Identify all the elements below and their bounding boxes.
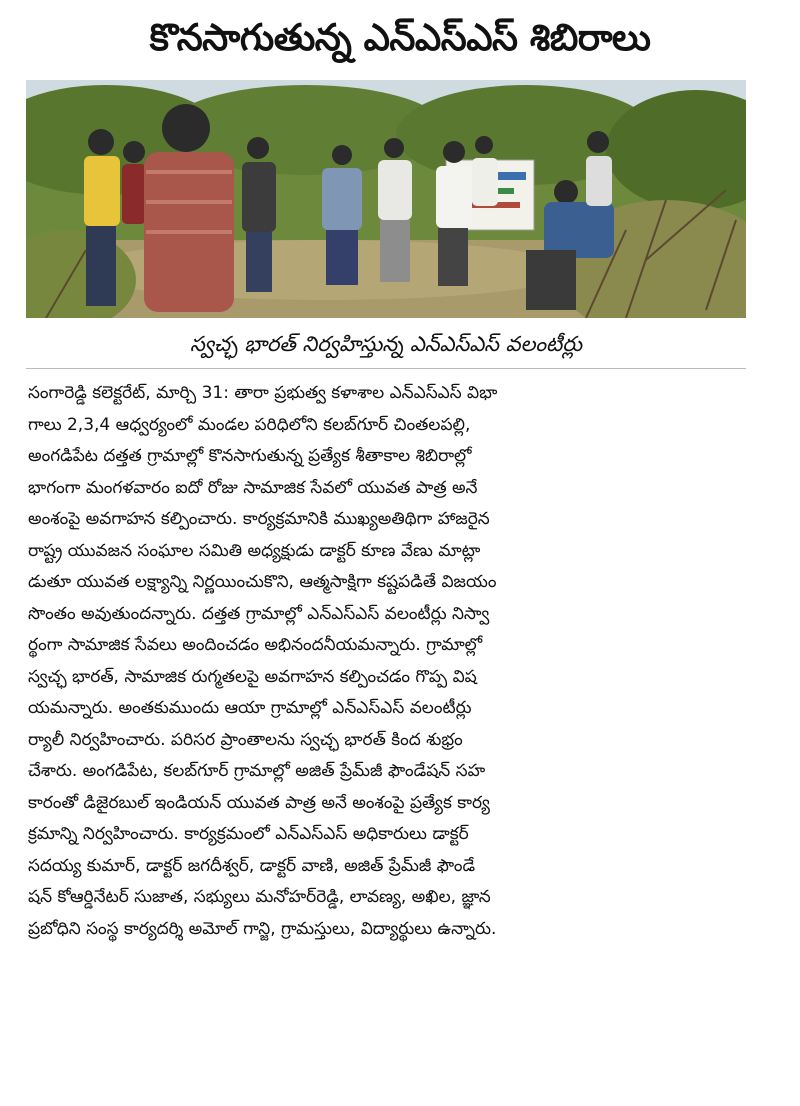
body-line: అంగడిపేట దత్తత గ్రామాల్లో కొనసాగుతున్న ప్రత్యేక శీతాకాల శిబిరాల్లో <box>28 446 472 466</box>
body-line: చేశారు. అంగడిపేట, కలబ్‌గూర్ గ్రామాల్లో అజిత్ ప్రేమ్‌జీ ఫౌండేషన్ సహ <box>28 761 486 781</box>
body-line: యమన్నారు. అంతకుముందు ఆయా గ్రామాల్లో ఎన్ఎస్ఎస్ వలంటీర్లు <box>28 698 472 718</box>
body-line: కారంతో డిజైరబుల్ ఇండియన్ యువత పాత్ర అనే అంశంపై ప్రత్యేక కార్య <box>28 792 490 813</box>
body-line: భాగంగా మంగళవారం ఐదో రోజు సామాజిక సేవలో యువత పాత్ర అనే <box>28 477 478 498</box>
body-line: సంగారెడ్డి కలెక్టరేట్, మార్చి 31: తారా ప్రభుత్వ కళాశాల ఎన్ఎస్ఎస్ విభా <box>28 383 498 403</box>
headline: కొనసాగుతున్న ఎన్ఎస్ఎస్ శిబిరాలు <box>149 16 651 59</box>
body-line: స్వచ్ఛ భారత్, సామాజిక రుగ్మతలపై అవగాహన కల్పించడం గొప్ప విష <box>28 666 477 687</box>
photo-caption: స్వచ్ఛ భారత్ నిర్వహిస్తున్న ఎన్ఎస్ఎస్ వలంటీర్లు <box>190 332 582 356</box>
news-photo <box>26 80 746 318</box>
body-line: సదయ్య కుమార్, డాక్టర్ జగదీశ్వర్, డాక్టర్ వాణి, అజిత్ ప్రేమ్‌జీ ఫౌండే <box>28 855 476 876</box>
body-line: ర్థంగా సామాజిక సేవలు అందించడం అభినందనీయమన్నారు. గ్రామాల్లో <box>28 635 483 655</box>
body-line: షన్ కోఆర్డినేటర్ సుజాత, సభ్యులు మనోహర్‌రెడ్డి, లావణ్య, అఖిల, జ్ఞాన <box>28 887 491 907</box>
body-line: క్రమాన్ని నిర్వహించారు. కార్యక్రమంలో ఎన్ఎస్ఎస్ అధికారులు డాక్టర్ <box>28 824 469 844</box>
body-line: ప్రబోధిని సంస్థ కార్యదర్శి అమోల్ గాన్జి, గ్రామస్తులు, విద్యార్థులు ఉన్నారు. <box>28 918 497 939</box>
body-line: అంశంపై అవగాహన కల్పించారు. కార్యక్రమానికి ముఖ్యఅతిథిగా హాజరైన <box>28 509 490 529</box>
body-line: గాలు 2,3,4 ఆధ్వర్యంలో మండల పరిధిలోని కలబ్‌గూర్ చింతలపల్లి, <box>28 414 471 435</box>
body-line: సొంతం అవుతుందన్నారు. దత్తత గ్రామాల్లో ఎన్ఎస్ఎస్ వలంటీర్లు నిస్వా <box>28 603 490 624</box>
photo-illustration <box>26 80 746 318</box>
article-body <box>28 378 744 945</box>
body-line: రాష్ట్ర యువజన సంఘాల సమితి అధ్యక్షుడు డాక్టర్ కూణ వేణు మాట్లా <box>28 540 481 561</box>
body-line: ర్యాలీ నిర్వహించారు. పరిసర ప్రాంతాలను స్వచ్ఛ భారత్ కింద శుభ్రం <box>28 729 463 750</box>
caption-divider <box>26 368 746 369</box>
body-line: డుతూ యువత లక్ష్యాన్ని నిర్ణయించుకొని, ఆత్మసాక్షిగా కష్టపడితే విజయం <box>28 572 497 592</box>
